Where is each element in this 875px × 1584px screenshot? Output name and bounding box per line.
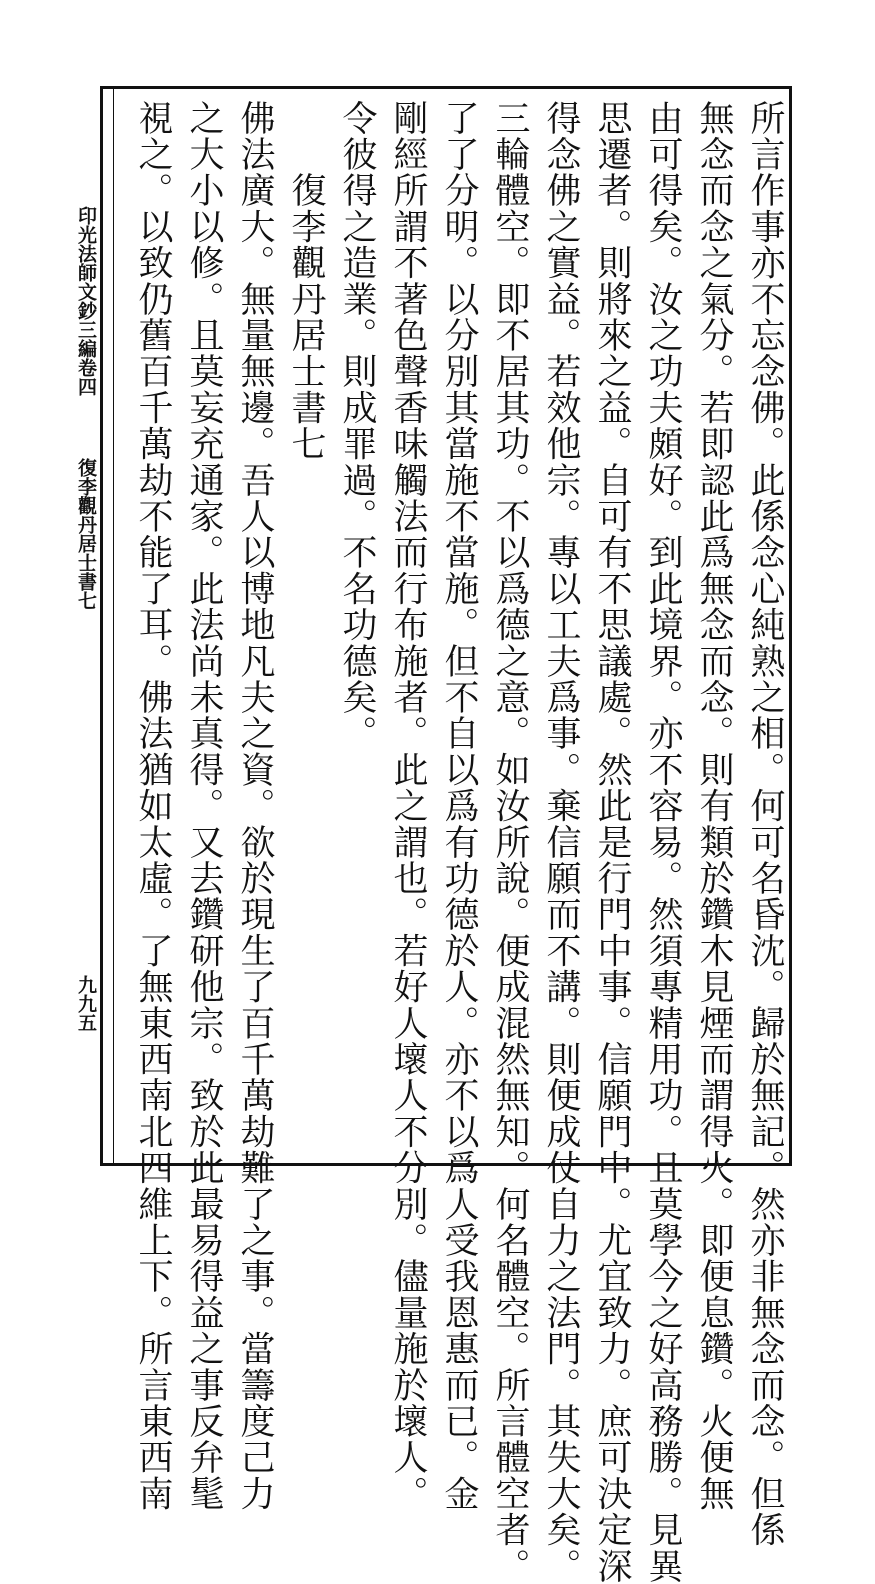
text-column-8: 剛經所謂不著色聲香味觸法而行布施者。此之謂也。若好人壞人不分別。儘量施於壞人。 — [388, 100, 428, 1512]
letter-heading: 復李觀丹居士書七 — [286, 100, 326, 462]
book-title: 印光法師文鈔三編卷四 — [75, 206, 97, 396]
text-column-1: 所言作事亦不忘念佛。此係念心純熟之相。何可名昏沈。歸於無記。然亦非無念而念。但係 — [745, 100, 785, 1548]
text-column-3: 由可得矣。汝之功夫頗好。到此境界。亦不容易。然須專精用功。且莫學今之好高務勝。見異 — [643, 100, 683, 1584]
text-column-4: 思遷者。則將來之益。自可有不思議處。然此是行門中事。信願門中。尤宜致力。庶可決定深 — [592, 100, 632, 1584]
text-column-6: 三輪體空。即不居其功。不以爲德之意。如汝所說。便成混然無知。何名體空。所言體空者。 — [490, 100, 530, 1584]
page-number: 九九五 — [75, 975, 97, 1032]
section-title: 復李觀丹居士書七 — [75, 458, 97, 610]
text-column-13: 視之。以致仍舊百千萬劫不能了耳。佛法猶如太虛。了無東西南北四維上下。所言東西南 — [133, 100, 173, 1512]
text-column-11: 佛法廣大。無量無邊。吾人以博地凡夫之資。欲於現生了百千萬劫難了之事。當籌度己力 — [235, 100, 275, 1512]
text-column-2: 無念而念之氣分。若即認此爲無念而念。則有類於鑽木見煙而謂得火。即便息鑽。火便無 — [694, 100, 734, 1512]
text-column-7: 了了分明。以分別其當施不當施。但不自以爲有功德於人。亦不以爲人受我恩惠而已。金 — [439, 100, 479, 1512]
text-column-12: 之大小以修。且莫妄充通家。此法尚未真得。又去鑽研他宗。致於此最易得益之事反弁髦 — [184, 100, 224, 1512]
margin-rule — [113, 86, 114, 1166]
text-column-5: 得念佛之實益。若效他宗。專以工夫爲事。棄信願而不講。則便成仗自力之法門。其失大矣。 — [541, 100, 581, 1584]
main-text — [116, 100, 786, 1584]
text-column-9: 令彼得之造業。則成罪過。不名功德矣。 — [337, 100, 377, 752]
